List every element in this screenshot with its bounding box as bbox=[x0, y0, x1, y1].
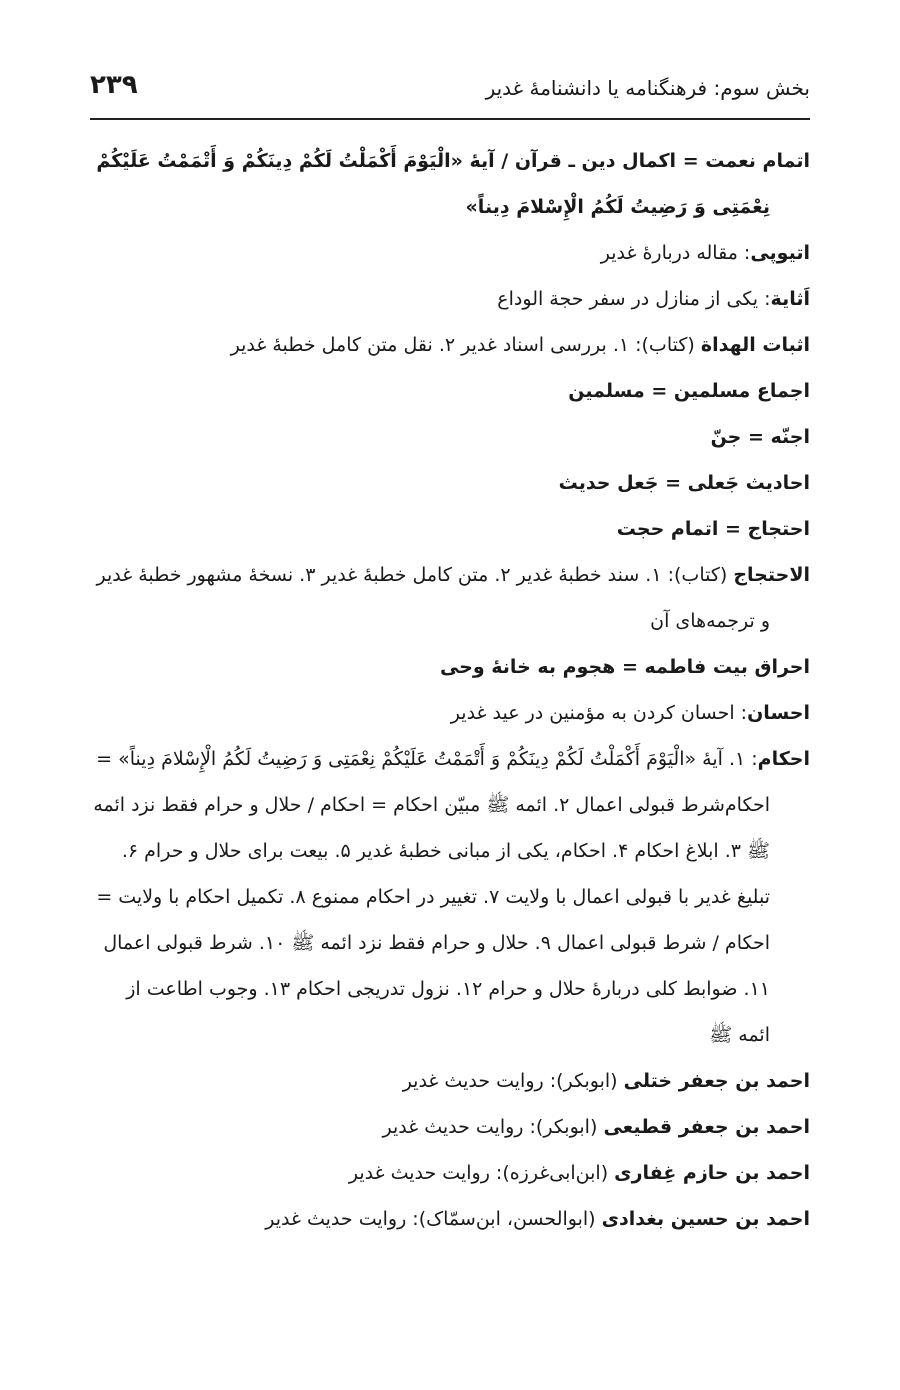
entry-term: احمد بن جعفر قطیعی bbox=[603, 1116, 810, 1138]
entry-term: احکام bbox=[757, 748, 810, 770]
entry-term: احمد بن حسین بغدادی bbox=[601, 1208, 810, 1230]
entry-description: یکی از منازل در سفر حجة الوداع bbox=[497, 288, 759, 310]
running-title: بخش سوم: فرهنگنامه یا دانشنامهٔ غدیر bbox=[485, 76, 810, 100]
entry-list bbox=[90, 138, 810, 1242]
entry-separator: : bbox=[758, 288, 771, 310]
entry-item bbox=[90, 1150, 810, 1196]
entry-item bbox=[90, 414, 810, 460]
entry-item bbox=[90, 506, 810, 552]
entry-description: احسان کردن به مؤمنین در عید غدیر bbox=[450, 702, 735, 724]
entry-description: (کتاب): ۱. بررسی اسناد غدیر ۲. نقل متن کامل خطبهٔ غدیر bbox=[230, 334, 695, 356]
entry-description: (ابوبکر): روایت حدیث غدیر bbox=[382, 1116, 598, 1138]
entry-description: ۱. آیهٔ «الْیَوْمَ أَکْمَلْتُ لَکُمْ دِینَکُمْ وَ أَتْمَمْتُ عَلَیْکُمْ نِعْمَتِی وَ رَضِیتُ لَکُمُ الْإِسْلامَ دِیناً» = احکام‌شرط قبولی اعمال ۲. ائمه ﷺ مبیّن احکام = احکام / حلال و حرام فقط نزد ائمه ﷺ ۳. ابلاغ احکام ۴. احکام، یکی از مبانی خطبهٔ غدیر ۵. بیعت برای حلال و حرام ۶. تبلیغ غدیر با قبولی اعمال با ولایت ۷. تغییر در احکام ممنوع ۸. تکمیل احکام با ولایت = احکام / شرط قبولی اعمال ۹. حلال و حرام فقط نزد ائمه ﷺ ۱۰. شرط قبولی اعمال ۱۱. ضوابط کلی دربارهٔ حلال و حرام ۱۲. نزول تدریجی احکام ۱۳. وجوب اطاعت از ائمه ﷺ bbox=[93, 748, 770, 1046]
entry-description: (کتاب): ۱. سند خطبهٔ غدیر ۲. متن کامل خطبهٔ غدیر ۳. نسخهٔ مشهور خطبهٔ غدیر و ترجمه‌های آن bbox=[96, 564, 770, 632]
entry-item bbox=[90, 552, 810, 644]
entry-term: اثبات الهداة bbox=[700, 334, 810, 356]
entry-term: احراق بیت فاطمه = هجوم به خانهٔ وحی bbox=[439, 656, 810, 678]
entry-description: (ابن‌ابی‌غرزه): روایت حدیث غدیر bbox=[348, 1162, 609, 1184]
entry-description: (ابوبکر): روایت حدیث غدیر bbox=[402, 1070, 618, 1092]
entry-separator: : bbox=[745, 748, 758, 770]
entry-term: احمد بن حازم غِفاری bbox=[614, 1162, 810, 1184]
entry-item bbox=[90, 322, 810, 368]
entry-term: اتیوپی bbox=[750, 242, 810, 264]
entry-item bbox=[90, 138, 810, 230]
entry-term: احادیث جَعلی = جَعل حدیث bbox=[558, 472, 810, 494]
entry-term: الاحتجاج bbox=[733, 564, 810, 586]
entry-term: احتجاج = اتمام حجت bbox=[616, 518, 810, 540]
entry-term: اجنّه = جنّ bbox=[710, 426, 810, 448]
entry-term: اجماع مسلمین = مسلمین bbox=[568, 380, 810, 402]
page-header bbox=[90, 64, 810, 120]
entry-description: مقاله دربارهٔ غدیر bbox=[600, 242, 738, 264]
entry-item bbox=[90, 690, 810, 736]
entry-separator: : bbox=[734, 702, 748, 724]
entry-description: (ابوالحسن، ابن‌سمّاک): روایت حدیث غدیر bbox=[265, 1208, 596, 1230]
entry-item bbox=[90, 1104, 810, 1150]
entry-term: اَثایة bbox=[770, 288, 810, 310]
entry-item bbox=[90, 1058, 810, 1104]
entry-term: اتمام نعمت = اکمال دین ـ قرآن / آیهٔ «الْیَوْمَ أَکْمَلْتُ لَکُمْ دِینَکُمْ وَ أَتْمَمْتُ عَلَیْکُمْ نِعْمَتِی وَ رَضِیتُ لَکُمُ الْإِسْلامَ دِیناً» bbox=[96, 150, 810, 218]
entry-item bbox=[90, 644, 810, 690]
entry-item bbox=[90, 368, 810, 414]
entry-item bbox=[90, 736, 810, 1058]
entry-item bbox=[90, 460, 810, 506]
entry-term: احمد بن جعفر ختلی bbox=[623, 1070, 810, 1092]
entry-item bbox=[90, 1196, 810, 1242]
entry-separator: : bbox=[737, 242, 751, 264]
entry-item bbox=[90, 276, 810, 322]
entry-item bbox=[90, 230, 810, 276]
page-number: ۲۳۹ bbox=[90, 70, 138, 100]
entry-term: احسان bbox=[747, 702, 810, 724]
